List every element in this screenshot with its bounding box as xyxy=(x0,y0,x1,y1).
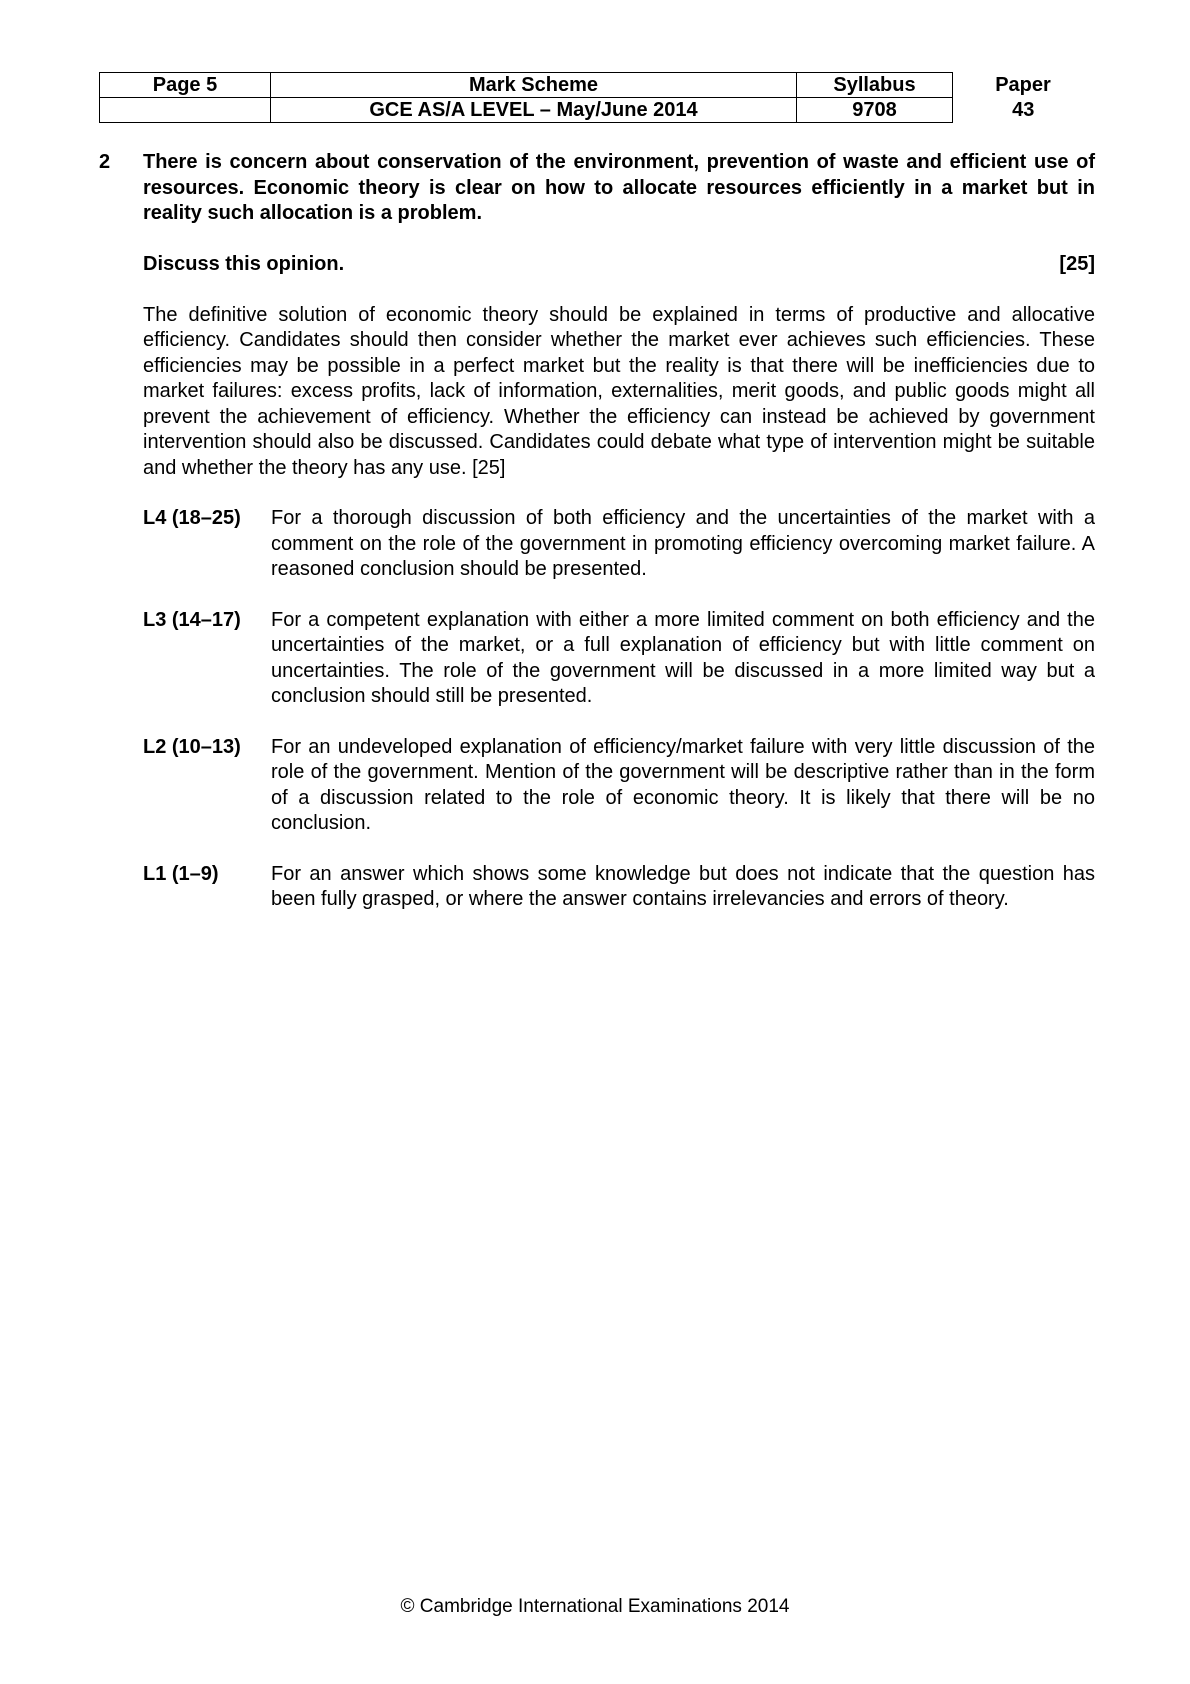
question-marks: [25] xyxy=(1059,252,1095,275)
paper-number: 43 xyxy=(1012,99,1035,121)
level-label: L4 (18–25) xyxy=(143,507,241,529)
level-label: L1 (1–9) xyxy=(143,862,219,885)
page-number: Page 5 xyxy=(100,73,271,98)
level-description: For a competent explanation with either a more limited comment on both efficiency and the uncertainties of the market, or a full explanation of efficiency but with little comment on uncertainties. The role of the government will be discussed in a more limited way but a conclusion should still be presented. xyxy=(271,608,1095,707)
level-label: L2 (10–13) xyxy=(143,735,241,758)
instruction-row xyxy=(143,252,1095,278)
exam-title: GCE AS/A LEVEL – May/June 2014 xyxy=(271,98,797,123)
question-number: 2 xyxy=(99,151,111,173)
marking-guidance: The definitive solution of economic theory should be explained in terms of productive and allocative efficiency. Candidates should then consider whether the market ever achieves such efficiencies. These efficiencies may be possible in a perfect market but the reality is that there will be inefficiencies due to market failures: excess profits, lack of information, externalities, merit goods, and public goods might all prevent the achievement of efficiency. Whether the efficiency can instead be achieved by government intervention should also be discussed. Candidates could debate what type of intervention might be suitable and whether the theory has any use. [25] xyxy=(143,303,1095,479)
paper-label: Paper xyxy=(995,74,1051,96)
level-description: For an answer which shows some knowledge but does not indicate that the question has been fully grasped, or where the answer contains irrelevancies and errors of theory. xyxy=(271,862,1095,910)
syllabus-code: 9708 xyxy=(797,98,953,123)
copyright-footer: © Cambridge International Examinations 2014 xyxy=(400,1596,790,1617)
level-item xyxy=(143,862,1095,913)
level-item xyxy=(143,506,1095,583)
question-instruction: Discuss this opinion. xyxy=(143,252,345,275)
level-label: L3 (14–17) xyxy=(143,608,241,631)
level-description: For an undeveloped explanation of efficiency/market failure with very little discussion of the role of the government. Mention of the government will be descriptive rather than in the form of a discussion related to the role of economic theory. It is likely that there will be no conclusion. xyxy=(271,735,1095,834)
question-body xyxy=(143,150,1095,913)
syllabus-label: Syllabus xyxy=(797,73,953,98)
header-table xyxy=(99,72,1094,123)
level-item xyxy=(143,735,1095,837)
level-description: For a thorough discussion of both efficiency and the uncertainties of the market with a comment on the role of the government in promoting efficiency overcoming market failure. A reasoned conclusion should be presented. xyxy=(271,507,1095,580)
empty-cell xyxy=(100,98,271,123)
mark-scheme-title: Mark Scheme xyxy=(271,73,797,98)
level-item xyxy=(143,608,1095,710)
question-text: There is concern about conservation of the environment, prevention of waste and efficient use of resources. Economic theory is clear on how to allocate resources efficiently in a market but in reality such allocation is a problem. xyxy=(143,151,1095,224)
